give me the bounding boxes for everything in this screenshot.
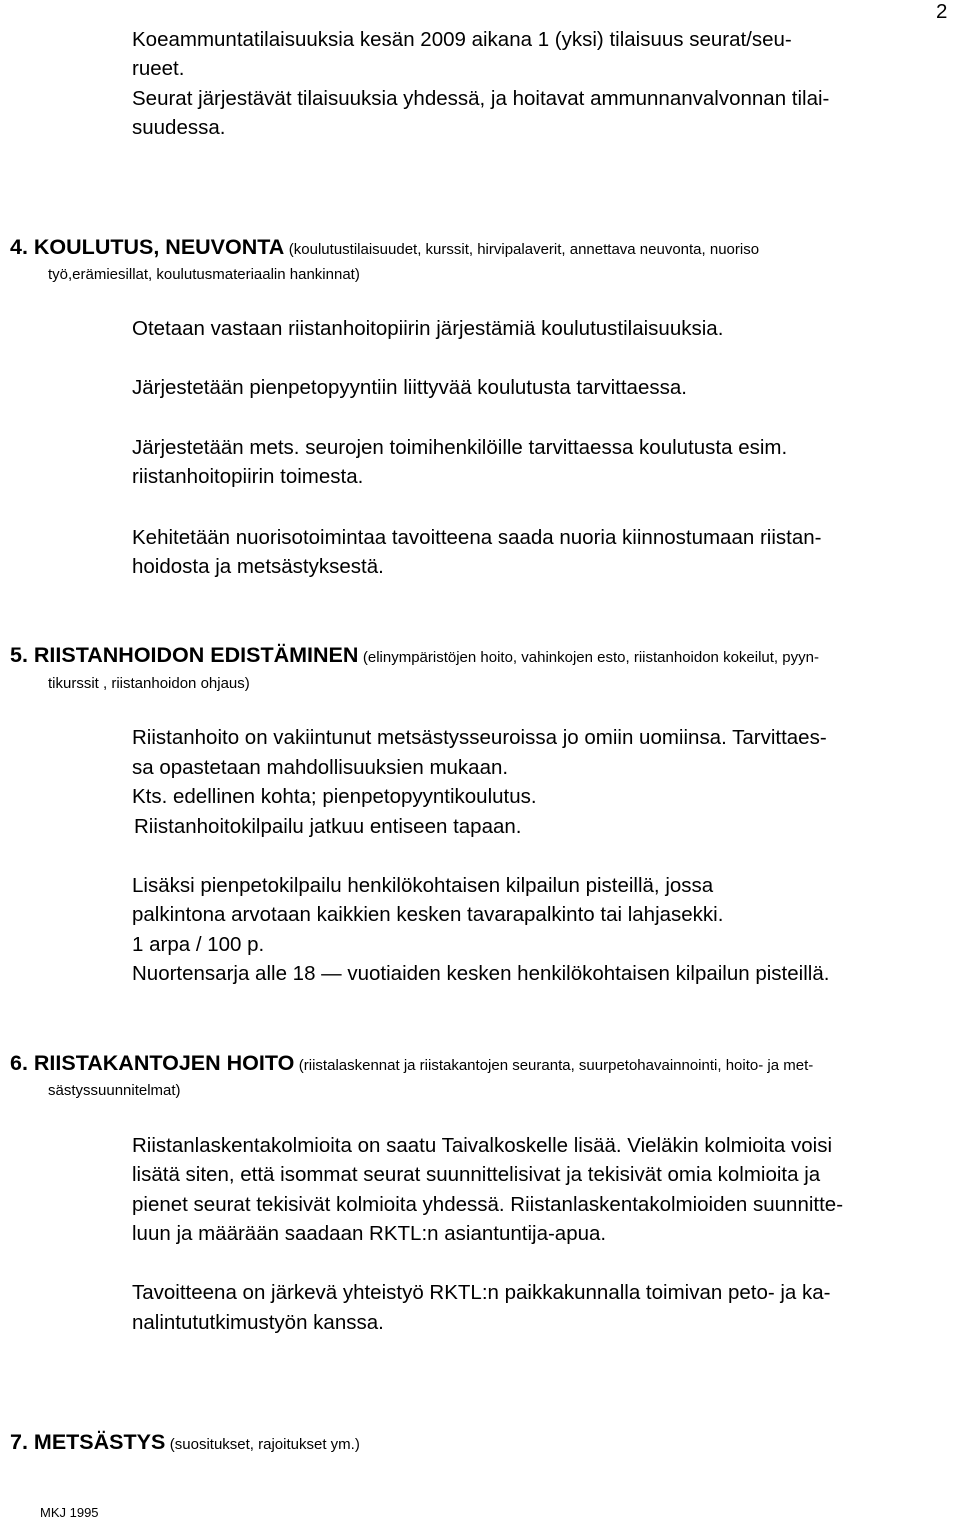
section-5-heading-line bbox=[10, 645, 819, 667]
section-6-heading: 6. RIISTAKANTOJEN HOITO bbox=[10, 1051, 295, 1075]
section-6-heading-line bbox=[10, 1053, 813, 1075]
section-4-heading-line bbox=[10, 237, 759, 259]
intro-line: Koeammuntatilaisuuksia kesän 2009 aikana 1 (yksi) tilaisuus seurat/seu- bbox=[132, 28, 792, 51]
section-7-heading: 7. METSÄSTYS bbox=[10, 1430, 166, 1454]
section-5-paragraph: Kts. edellinen kohta; pienpetopyyntikoulutus. bbox=[132, 785, 537, 808]
section-4-paragraph: Järjestetään mets. seurojen toimihenkilöille tarvittaessa koulutusta esim. bbox=[132, 436, 788, 459]
section-5-subtitle-cont: tikurssit , riistanhoidon ohjaus) bbox=[48, 675, 250, 692]
section-6-subtitle: (riistalaskennat ja riistakantojen seuranta, suurpetohavainnointi, hoito- ja met- bbox=[298, 1057, 814, 1074]
intro-line: Seurat järjestävät tilaisuuksia yhdessä, ja hoitavat ammunnanvalvonnan tilai- bbox=[132, 87, 830, 110]
footer-mark: MKJ 1995 bbox=[40, 1505, 99, 1520]
section-5-subtitle: (elinympäristöjen hoito, vahinkojen esto, riistanhoidon kokeilut, pyyn- bbox=[362, 649, 819, 666]
section-5-heading: 5. RIISTANHOIDON EDISTÄMINEN bbox=[10, 643, 359, 667]
section-6-paragraph: Riistanlaskentakolmioita on saatu Taivalkoskelle lisää. Vieläkin kolmioita voisi bbox=[132, 1134, 833, 1157]
section-4-paragraph: riistanhoitopiirin toimesta. bbox=[132, 465, 364, 488]
section-5-paragraph: Riistanhoito on vakiintunut metsästysseuroissa jo omiin uomiinsa. Tarvittaes- bbox=[132, 726, 827, 749]
section-6-paragraph: luun ja määrään saadaan RKTL:n asiantuntija-apua. bbox=[132, 1222, 607, 1245]
section-7-subtitle: (suositukset, rajoitukset ym.) bbox=[169, 1436, 360, 1453]
section-4-paragraph: Järjestetään pienpetopyyntiin liittyvää koulutusta tarvittaessa. bbox=[132, 376, 687, 399]
section-4-paragraph: Kehitetään nuorisotoimintaa tavoitteena saada nuoria kiinnostumaan riistan- bbox=[132, 526, 822, 549]
section-5-paragraph: Lisäksi pienpetokilpailu henkilökohtaisen kilpailun pisteillä, jossa bbox=[132, 874, 714, 897]
section-6-paragraph: Tavoitteena on järkevä yhteistyö RKTL:n paikkakunnalla toimivan peto- ja ka- bbox=[132, 1281, 831, 1304]
section-7-heading-line bbox=[10, 1432, 360, 1454]
section-6-paragraph: lisätä siten, että isommat seurat suunnittelisivat ja tekisivät omia kolmioita ja bbox=[132, 1163, 821, 1186]
section-6-paragraph: nalintututkimustyön kanssa. bbox=[132, 1311, 384, 1334]
section-6-paragraph: pienet seurat tekisivät kolmioita yhdessä. Riistanlaskentakolmioiden suunnitte- bbox=[132, 1193, 844, 1216]
intro-line: rueet. bbox=[132, 57, 185, 80]
section-4-subtitle-cont: työ,erämiesillat, koulutusmateriaalin hankinnat) bbox=[48, 266, 360, 283]
section-4-paragraph: hoidosta ja metsästyksestä. bbox=[132, 555, 384, 578]
page-number: 2 bbox=[936, 0, 948, 23]
section-5-paragraph: palkintona arvotaan kaikkien kesken tavarapalkinto tai lahjasekki. bbox=[132, 903, 724, 926]
section-6-subtitle-cont: sästyssuunnitelmat) bbox=[48, 1082, 181, 1099]
section-5-paragraph: 1 arpa / 100 p. bbox=[132, 933, 265, 956]
section-4-heading: 4. KOULUTUS, NEUVONTA bbox=[10, 235, 285, 259]
section-4-paragraph: Otetaan vastaan riistanhoitopiirin järjestämiä koulutustilaisuuksia. bbox=[132, 317, 724, 340]
section-4-subtitle: (koulutustilaisuudet, kurssit, hirvipalaverit, annettava neuvonta, nuoriso bbox=[288, 241, 760, 258]
intro-line: suudessa. bbox=[132, 116, 226, 139]
section-5-paragraph: Riistanhoitokilpailu jatkuu entiseen tapaan. bbox=[134, 815, 522, 838]
section-5-paragraph: sa opastetaan mahdollisuuksien mukaan. bbox=[132, 756, 509, 779]
section-5-paragraph: Nuortensarja alle 18 — vuotiaiden kesken henkilökohtaisen kilpailun pisteillä. bbox=[132, 962, 830, 985]
